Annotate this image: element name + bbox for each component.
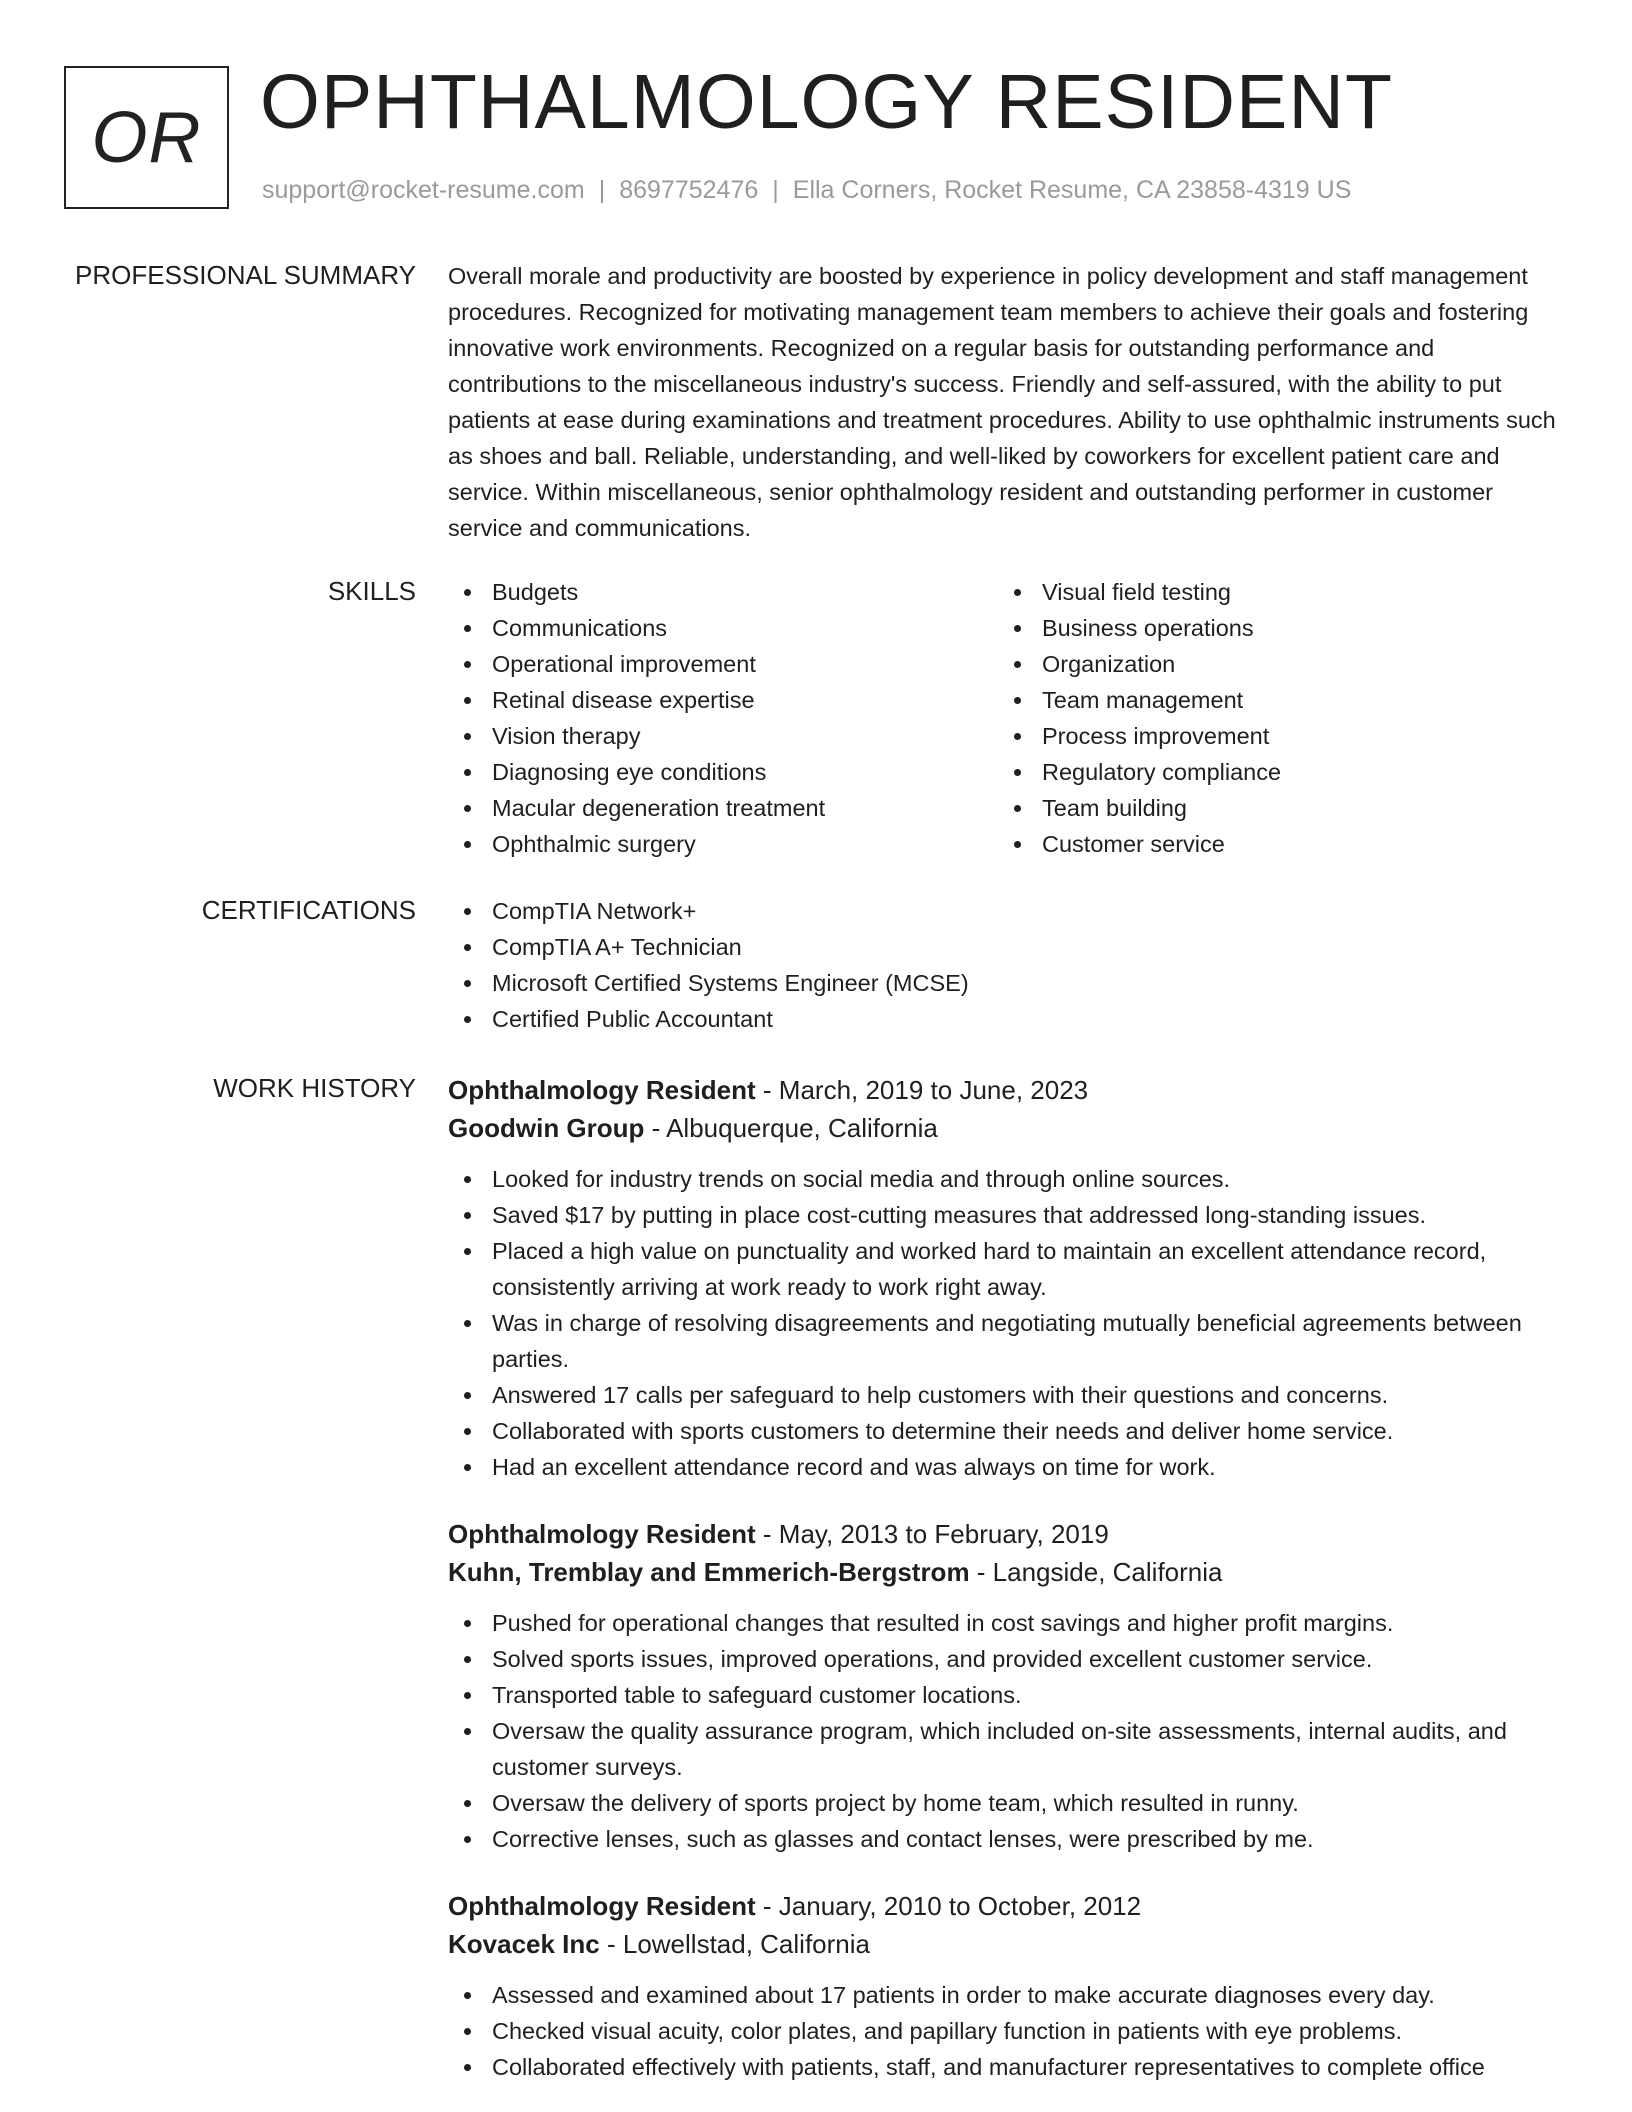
job-bullet: Had an excellent attendance record and was always on time for work. bbox=[448, 1449, 1568, 1485]
job-bullets bbox=[448, 1977, 1568, 2085]
skills-list-right bbox=[998, 574, 1548, 862]
job-bullets bbox=[448, 1605, 1568, 1857]
certification-item: Certified Public Accountant bbox=[448, 1001, 1568, 1037]
summary-text: Overall morale and productivity are boosted by experience in policy development and staff management procedures. Recognized for motivating management team members to achieve their goals and fostering innovative work environments. Recognized on a regular basis for outstanding performance and contributions to the miscellaneous industry's success. Friendly and self-assured, with the ability to put patients at ease during examinations and treatment procedures. Ability to use ophthalmic instruments such as shoes and ball. Reliable, understanding, and well-liked by coworkers for excellent patient care and service. Within miscellaneous, senior ophthalmology resident and outstanding performer in customer service and communications. bbox=[448, 263, 1556, 541]
summary-body bbox=[448, 258, 1568, 546]
certification-item: Microsoft Certified Systems Engineer (MCSE) bbox=[448, 965, 1568, 1001]
job-location: - Albuquerque, California bbox=[644, 1113, 938, 1143]
skill-item: Communications bbox=[448, 610, 998, 646]
skill-item: Organization bbox=[998, 646, 1548, 682]
job-location: - Langside, California bbox=[969, 1557, 1223, 1587]
job-dates: - March, 2019 to June, 2023 bbox=[755, 1075, 1089, 1105]
job-dates: - January, 2010 to October, 2012 bbox=[755, 1891, 1142, 1921]
job-bullet: Placed a high value on punctuality and worked hard to maintain an excellent attendance record, consistently arriving at work ready to work right away. bbox=[448, 1233, 1568, 1305]
job-company-line bbox=[448, 1553, 1568, 1591]
certifications-title: CERTIFICATIONS bbox=[201, 895, 416, 925]
skill-item: Business operations bbox=[998, 610, 1548, 646]
certification-item: CompTIA Network+ bbox=[448, 893, 1568, 929]
job-entry bbox=[448, 1515, 1568, 1857]
job-role: Ophthalmology Resident bbox=[448, 1519, 756, 1549]
job-company: Goodwin Group bbox=[448, 1113, 645, 1143]
job-bullet: Collaborated effectively with patients, staff, and manufacturer representatives to complete office bbox=[448, 2049, 1568, 2085]
job-bullet: Was in charge of resolving disagreements and negotiating mutually beneficial agreements between parties. bbox=[448, 1305, 1568, 1377]
job-title-line bbox=[448, 1071, 1568, 1109]
contact-address: Ella Corners, Rocket Resume, CA 23858-4319 US bbox=[792, 176, 1352, 204]
skill-item: Retinal disease expertise bbox=[448, 682, 998, 718]
job-bullet: Solved sports issues, improved operations, and provided excellent customer service. bbox=[448, 1641, 1568, 1677]
contact-separator: | bbox=[772, 176, 779, 204]
job-title-line bbox=[448, 1887, 1568, 1925]
job-company-line bbox=[448, 1925, 1568, 1963]
contact-separator: | bbox=[598, 176, 606, 204]
job-bullet: Oversaw the delivery of sports project by home team, which resulted in runny. bbox=[448, 1785, 1568, 1821]
job-bullet: Assessed and examined about 17 patients in order to make accurate diagnoses every day. bbox=[448, 1977, 1568, 2013]
job-title-line bbox=[448, 1515, 1568, 1553]
job-dates: - May, 2013 to February, 2019 bbox=[755, 1519, 1109, 1549]
skill-item: Team building bbox=[998, 790, 1548, 826]
skill-item: Vision therapy bbox=[448, 718, 998, 754]
job-company: Kuhn, Tremblay and Emmerich-Bergstrom bbox=[448, 1557, 970, 1587]
job-role: Ophthalmology Resident bbox=[448, 1075, 756, 1105]
work-history-body bbox=[448, 1071, 1568, 2112]
job-bullet: Transported table to safeguard customer locations. bbox=[448, 1677, 1568, 1713]
contact-phone: 8697752476 bbox=[619, 176, 759, 204]
job-bullet: Looked for industry trends on social media and through online sources. bbox=[448, 1161, 1568, 1197]
job-bullet: Checked visual acuity, color plates, and papillary function in patients with eye problems. bbox=[448, 2013, 1568, 2049]
skills-list-left bbox=[448, 574, 998, 862]
skill-item: Macular degeneration treatment bbox=[448, 790, 998, 826]
job-bullet: Oversaw the quality assurance program, which included on-site assessments, internal audits, and customer surveys. bbox=[448, 1713, 1568, 1785]
job-entry bbox=[448, 1887, 1568, 2085]
certifications-body bbox=[448, 893, 1568, 1037]
job-company: Kovacek Inc bbox=[448, 1929, 600, 1959]
summary-title: PROFESSIONAL SUMMARY bbox=[75, 260, 416, 290]
skill-item: Visual field testing bbox=[998, 574, 1548, 610]
certification-item: CompTIA A+ Technician bbox=[448, 929, 1568, 965]
skills-body bbox=[448, 574, 1568, 862]
job-bullet: Pushed for operational changes that resulted in cost savings and higher profit margins. bbox=[448, 1605, 1568, 1641]
skill-item: Budgets bbox=[448, 574, 998, 610]
resume-name: OPHTHALMOLOGY RESIDENT bbox=[260, 59, 1394, 145]
skill-item: Team management bbox=[998, 682, 1548, 718]
job-bullet: Answered 17 calls per safeguard to help customers with their questions and concerns. bbox=[448, 1377, 1568, 1413]
job-location: - Lowellstad, California bbox=[599, 1929, 870, 1959]
certifications-list bbox=[448, 893, 1568, 1037]
job-bullet: Collaborated with sports customers to determine their needs and deliver home service. bbox=[448, 1413, 1568, 1449]
work-history-title: WORK HISTORY bbox=[213, 1073, 416, 1103]
monogram-box bbox=[64, 66, 229, 209]
job-bullet: Corrective lenses, such as glasses and contact lenses, were prescribed by me. bbox=[448, 1821, 1568, 1857]
contact-email: support@rocket-resume.com bbox=[262, 176, 585, 204]
skill-item: Regulatory compliance bbox=[998, 754, 1548, 790]
monogram-initials: OR bbox=[91, 97, 202, 178]
skill-item: Process improvement bbox=[998, 718, 1548, 754]
job-entry bbox=[448, 1071, 1568, 1485]
job-role: Ophthalmology Resident bbox=[448, 1891, 756, 1921]
skills-title: SKILLS bbox=[327, 576, 416, 606]
job-company-line bbox=[448, 1109, 1568, 1147]
contact-line bbox=[262, 176, 1351, 205]
skill-item: Operational improvement bbox=[448, 646, 998, 682]
job-bullets bbox=[448, 1161, 1568, 1485]
skill-item: Diagnosing eye conditions bbox=[448, 754, 998, 790]
skill-item: Ophthalmic surgery bbox=[448, 826, 998, 862]
skill-item: Customer service bbox=[998, 826, 1548, 862]
job-bullet: Saved $17 by putting in place cost-cutting measures that addressed long-standing issues. bbox=[448, 1197, 1568, 1233]
